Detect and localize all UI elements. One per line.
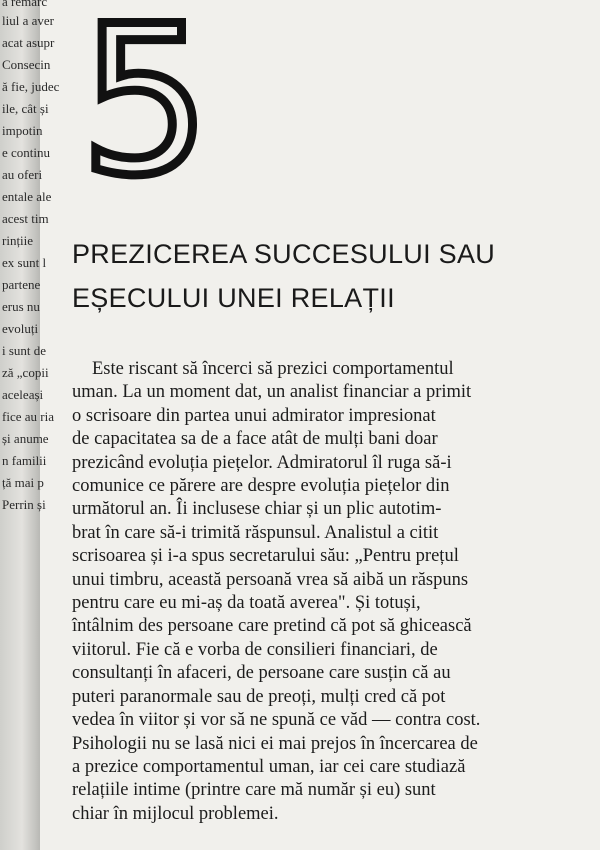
adjacent-page-line: i sunt de [2,343,47,358]
body-line: prezicând evoluția piețelor. Admiratorul îl ruga să-i [72,452,452,473]
adjacent-page-line: aceleași [2,387,44,402]
adjacent-page-line: liul a aver [2,13,54,28]
body-paragraph [72,358,572,826]
chapter-title-line: EȘECULUI UNEI RELAȚII [72,283,395,313]
adjacent-page-line: ză „copii [2,365,49,380]
adjacent-page-line: entale ale [2,189,52,204]
chapter-number: 5 [80,0,211,221]
body-line: vedea în viitor și vor să ne spună ce văd — contra cost. [72,710,481,731]
adjacent-page-line: acest tim [2,211,49,226]
body-line: pentru care eu mi-aș da toată averea". Și totuși, [72,593,421,614]
body-line: a prezice comportamentul uman, iar cei care studiază [72,756,466,777]
body-line: Este riscant să încerci să prezici comportamentul [92,359,454,379]
adjacent-page-line: ță mai p [2,475,44,490]
body-line: unui timbru, această persoană vrea să aibă un răspuns [72,569,469,590]
adjacent-page-line: e continu [2,145,51,160]
body-line: relațiile intime (printre care mă număr și eu) sunt [72,780,436,801]
body-line: uman. La un moment dat, un analist financiar a primit [72,382,472,403]
adjacent-page-line: a remarc [2,0,48,9]
body-line: o scrisoare din partea unui admirator impresionat [72,405,436,426]
chapter-title-line: PREZICEREA SUCCESULUI SAU [72,239,496,269]
body-line: următorul an. Îi inclusese chiar și un plic autotim- [72,499,442,520]
body-line: comunice ce părere are despre evoluția piețelor din [72,476,450,497]
body-line: puteri paranormale sau de preoți, mulți cred că pot [72,686,446,707]
body-line: brat în care să-i trimită răspunsul. Analistul a citit [72,522,439,543]
body-line: viitorul. Fie că e vorba de consilieri financiari, de [72,639,438,660]
adjacent-page-line: rințiie [2,233,34,248]
body-line: chiar în mijlocul problemei. [72,803,279,824]
body-line: scrisoarea și i-a spus secretarului său: „Pentru prețul [72,546,459,567]
adjacent-page-line: ile, cât și [2,101,49,116]
body-line: Psihologii nu se lasă nici ei mai prejos în încercarea de [72,733,478,754]
adjacent-page-line: impotin [2,123,43,138]
body-line: de capacitatea sa de a face atât de mulți bani doar [72,429,438,450]
adjacent-page-line: ex sunt l [2,255,47,270]
adjacent-page-line: Consecin [2,57,51,72]
adjacent-page-line: Perrin și [2,497,46,512]
adjacent-page-line: erus nu [2,299,40,314]
adjacent-page-line: și anume [2,431,49,446]
adjacent-page-line: fice au ria [2,409,54,424]
chapter-title [72,232,572,320]
adjacent-page-line: ă fie, judec [2,79,60,94]
adjacent-page-line: acat asupr [2,35,55,50]
adjacent-page-line: evoluți [2,321,39,336]
adjacent-page-line: au oferi [2,167,43,182]
body-line: întâlnim des persoane care pretind că pot să ghicească [72,616,472,637]
adjacent-page-line: n familii [2,453,47,468]
adjacent-page-line: partene [2,277,41,292]
body-line: consultanți în afaceri, de persoane care susțin că au [72,663,451,684]
adjacent-page-edge [0,0,60,850]
